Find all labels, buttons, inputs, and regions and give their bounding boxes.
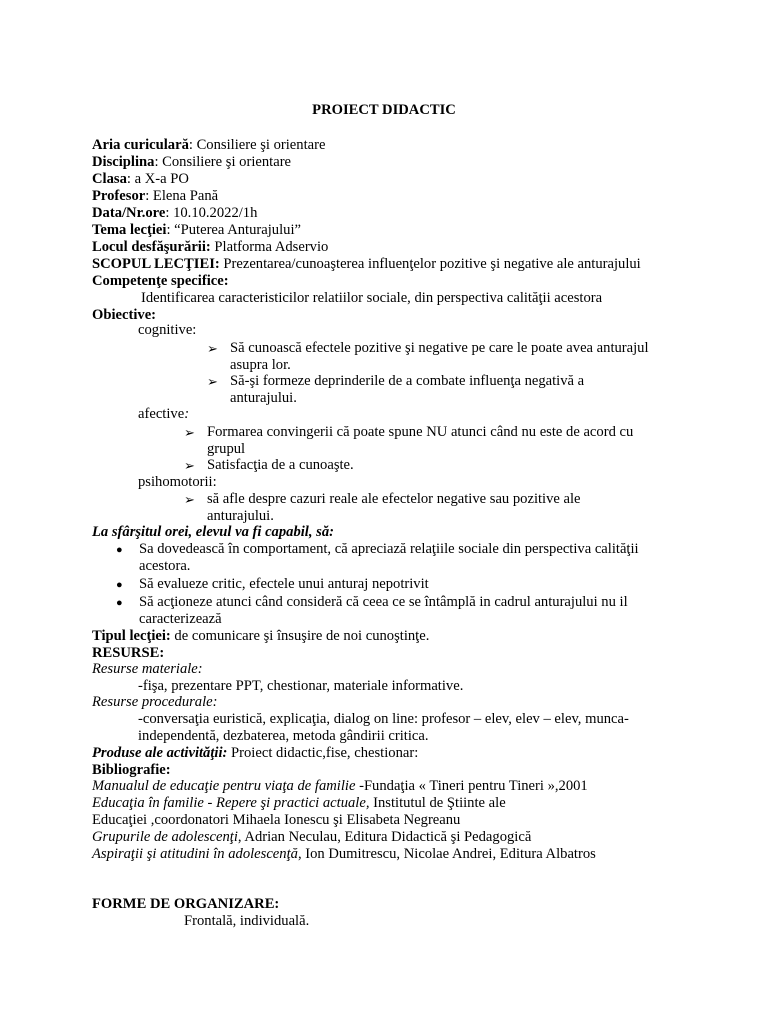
resurse-materiale-text: -fişa, prezentare PPT, chestionar, materiale informative. <box>138 678 464 694</box>
clasa: Clasa: a X-a PO <box>92 171 189 187</box>
competente-label: Competenţe specifice: <box>92 273 229 289</box>
resurse-procedurale-label: Resurse procedurale: <box>92 694 218 710</box>
tema-lectiei: Tema lecţiei: “Puterea Anturajului” <box>92 222 301 238</box>
psihomotorii-label: psihomotorii: <box>138 474 217 490</box>
afective-item-1-line-2: grupul <box>207 441 246 457</box>
sfarsit-item-3-line-1: Să acţioneze atunci când consideră că ceea ce se întâmplă in cadrul anturajului nu il <box>139 594 628 610</box>
afective-item-1-line-1: Formarea convingerii că poate spune NU atunci când nu este de acord cu <box>207 424 634 440</box>
forme-organizare-value: Frontală, individuală. <box>184 913 310 929</box>
sfarsit-item-2: Să evalueze critic, efectele unui anturaj nepotrivit <box>139 576 429 592</box>
tipul-lectiei: Tipul lecţiei: de comunicare şi însuşire de noi cunoştinţe. <box>92 628 430 644</box>
resurse-procedurale-line-2: independentă, dezbaterea, metoda gândirii critica. <box>138 728 429 744</box>
sfarsit-item-1-line-2: acestora. <box>139 558 191 574</box>
forme-organizare-label: FORME DE ORGANIZARE: <box>92 896 280 912</box>
arrow-bullet-icon: ➢ <box>184 425 195 440</box>
psihomotorii-item-1-line-2: anturajului. <box>207 508 274 524</box>
sfarsit-item-1-line-1: Sa dovedească în comportament, că apreciază relaţiile sociale din perspectiva calităţii <box>139 541 639 557</box>
afective-item-2: Satisfacţia de a cunoaşte. <box>207 457 354 473</box>
arrow-bullet-icon: ➢ <box>184 458 195 473</box>
document-title: PROIECT DIDACTIC <box>312 102 456 118</box>
cognitive-item-1-line-2: asupra lor. <box>230 357 291 373</box>
produse-activitatii: Produse ale activităţii: Proiect didactic,fise, chestionar: <box>92 745 419 761</box>
data-nr-ore: Data/Nr.ore: 10.10.2022/1h <box>92 205 258 221</box>
resurse-materiale-label: Resurse materiale: <box>92 661 203 677</box>
bibliografie-label: Bibliografie: <box>92 762 171 778</box>
bullet-icon: ● <box>116 544 123 556</box>
profesor: Profesor: Elena Pană <box>92 188 219 204</box>
scopul-lectiei: SCOPUL LECŢIEI: Prezentarea/cunoaşterea influenţelor pozitive şi negative ale anturajului <box>92 256 641 272</box>
disciplina: Disciplina: Consiliere şi orientare <box>92 154 292 170</box>
aria-curiculara: Aria curiculară: Consiliere şi orientare <box>92 137 326 153</box>
arrow-bullet-icon: ➢ <box>207 341 218 356</box>
sfarsit-label: La sfârşitul orei, elevul va fi capabil, să: <box>92 524 334 540</box>
competente-text: Identificarea caracteristicilor relatiilor sociale, din perspectiva calităţii acestora <box>141 290 603 306</box>
bibliografie-item-4: Aspiraţii şi atitudini în adolescenţă, Ion Dumitrescu, Nicolae Andrei, Editura Albatros <box>92 846 596 862</box>
bibliografie-item-1: Manualul de educaţie pentru viaţa de familie -Fundaţia « Tineri pentru Tineri »,2001 <box>92 778 588 794</box>
afective-label: afective: <box>138 406 190 422</box>
bibliografie-item-3: Grupurile de adolescenţi, Adrian Neculau, Editura Didactică şi Pedagogică <box>92 829 532 845</box>
cognitive-item-2-line-2: anturajului. <box>230 390 297 406</box>
cognitive-item-2-line-1: Să-şi formeze deprinderile de a combate influenţa negativă a <box>230 373 585 389</box>
cognitive-item-1-line-1: Să cunoască efectele pozitive şi negative pe care le poate avea anturajul <box>230 340 649 356</box>
bullet-icon: ● <box>116 579 123 591</box>
cognitive-label: cognitive: <box>138 322 197 338</box>
locul-desfasurarii: Locul desfăşurării: Platforma Adservio <box>92 239 329 255</box>
obiective-label: Obiective: <box>92 307 157 323</box>
arrow-bullet-icon: ➢ <box>207 374 218 389</box>
bibliografie-item-2: Educaţia în familie - Repere şi practici actuale, Institutul de Ştiinte ale <box>92 795 506 811</box>
resurse-label: RESURSE: <box>92 645 165 661</box>
bullet-icon: ● <box>116 597 123 609</box>
psihomotorii-item-1-line-1: să afle despre cazuri reale ale efectelor negative sau pozitive ale <box>207 491 581 507</box>
bibliografie-item-2-line-2: Educaţiei ,coordonatori Mihaela Ionescu şi Elisabeta Negreanu <box>92 812 461 828</box>
resurse-procedurale-line-1: -conversaţia euristică, explicaţia, dialog on line: profesor – elev, elev – elev, munca- <box>138 711 629 727</box>
sfarsit-item-3-line-2: caracterizează <box>139 611 222 627</box>
arrow-bullet-icon: ➢ <box>184 492 195 507</box>
